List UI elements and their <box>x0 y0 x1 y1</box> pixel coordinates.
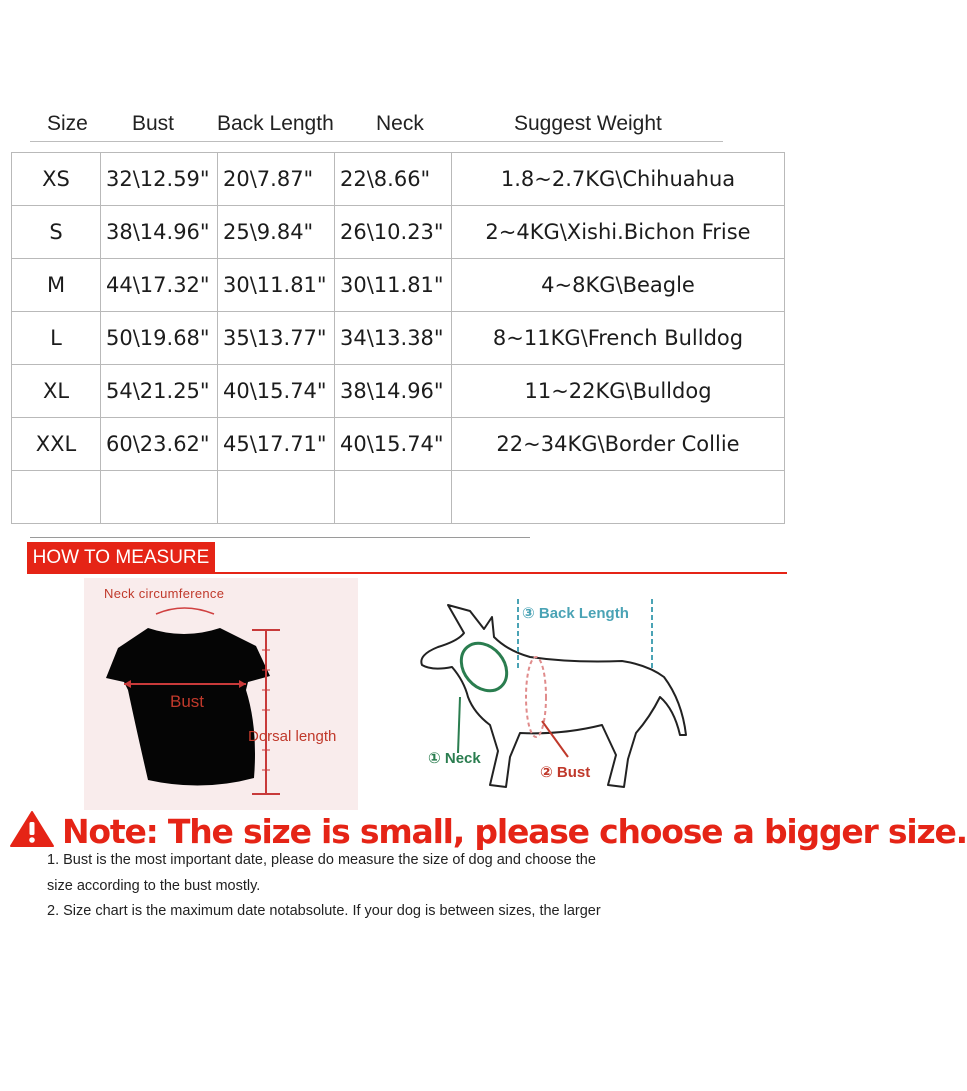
table-row <box>12 259 785 312</box>
note-line-2: size according to the bust mostly. <box>47 878 261 894</box>
section-divider <box>30 537 530 538</box>
note-line-1: 1. Bust is the most important date, please do measure the size of dog and choose the <box>47 852 596 868</box>
back-length-cell: 45\17.71" <box>218 418 335 471</box>
weight-cell: 2~4KG\Xishi.Bichon Frise <box>452 206 785 259</box>
neck-cell <box>335 471 452 524</box>
neck-cell: 30\11.81" <box>335 259 452 312</box>
size-cell: XL <box>12 365 101 418</box>
note-headline: Note: The size is small, please choose a bigger size. <box>62 812 967 851</box>
how-to-measure-rule <box>27 572 787 574</box>
size-table <box>11 152 785 524</box>
header-suggest-weight: Suggest Weight <box>514 112 662 135</box>
bust-cell: 38\14.96" <box>101 206 218 259</box>
weight-cell <box>452 471 785 524</box>
back-length-cell: 40\15.74" <box>218 365 335 418</box>
table-row <box>12 312 785 365</box>
shirt-bust-label: Bust <box>170 692 205 711</box>
weight-cell: 1.8~2.7KG\Chihuahua <box>452 153 785 206</box>
back-length-cell: 35\13.77" <box>218 312 335 365</box>
header-back-length: Back Length <box>217 112 334 135</box>
neck-cell: 22\8.66" <box>335 153 452 206</box>
how-to-measure-badge: HOW TO MEASURE <box>27 542 215 574</box>
back-length-cell <box>218 471 335 524</box>
weight-cell: 11~22KG\Bulldog <box>452 365 785 418</box>
back-length-cell: 30\11.81" <box>218 259 335 312</box>
dorsal-length-label: Dorsal length <box>248 728 337 745</box>
bust-cell: 44\17.32" <box>101 259 218 312</box>
neck-cell: 40\15.74" <box>335 418 452 471</box>
bust-cell: 32\12.59" <box>101 153 218 206</box>
dog-neck-label: ① Neck <box>428 750 481 767</box>
size-cell: XS <box>12 153 101 206</box>
header-divider <box>30 141 723 142</box>
table-row <box>12 365 785 418</box>
neck-circumference-label: Neck circumference <box>104 586 225 601</box>
bust-cell: 54\21.25" <box>101 365 218 418</box>
table-row <box>12 418 785 471</box>
dog-diagram <box>412 585 697 805</box>
table-row <box>12 153 785 206</box>
neck-cell: 34\13.38" <box>335 312 452 365</box>
header-neck: Neck <box>376 112 424 135</box>
note-line-3: 2. Size chart is the maximum date notabsolute. If your dog is between sizes, the larger <box>47 903 601 919</box>
bust-cell <box>101 471 218 524</box>
size-note <box>10 808 967 858</box>
header-bust: Bust <box>132 112 175 135</box>
size-cell: S <box>12 206 101 259</box>
table-row-empty <box>12 471 785 524</box>
weight-cell: 4~8KG\Beagle <box>452 259 785 312</box>
back-length-label: ③ Back Length <box>522 605 629 622</box>
weight-cell: 22~34KG\Border Collie <box>452 418 785 471</box>
bust-cell: 50\19.68" <box>101 312 218 365</box>
neck-cell: 26\10.23" <box>335 206 452 259</box>
table-header <box>0 108 800 142</box>
back-length-cell: 20\7.87" <box>218 153 335 206</box>
table-row <box>12 206 785 259</box>
bust-cell: 60\23.62" <box>101 418 218 471</box>
size-cell <box>12 471 101 524</box>
warning-icon <box>10 810 54 848</box>
header-size: Size <box>47 112 88 135</box>
neck-cell: 38\14.96" <box>335 365 452 418</box>
back-length-cell: 25\9.84" <box>218 206 335 259</box>
size-cell: M <box>12 259 101 312</box>
weight-cell: 8~11KG\French Bulldog <box>452 312 785 365</box>
size-cell: XXL <box>12 418 101 471</box>
shirt-illustration <box>84 578 358 810</box>
size-cell: L <box>12 312 101 365</box>
dog-bust-label: ② Bust <box>540 764 591 781</box>
shirt-diagram <box>84 578 358 810</box>
